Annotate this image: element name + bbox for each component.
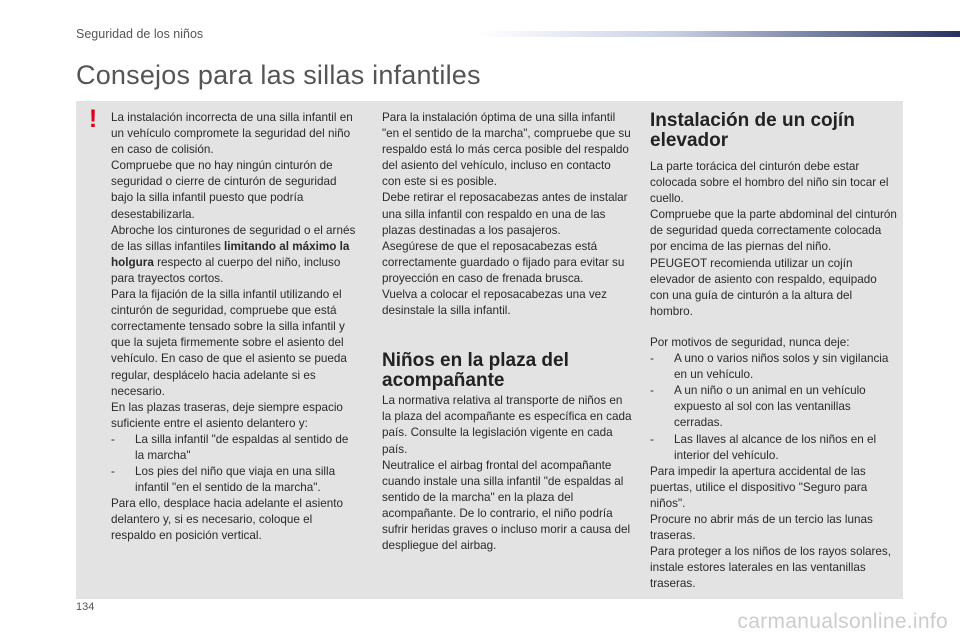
list-item: - Las llaves al alcance de los niños en el interior del vehículo. (650, 432, 877, 462)
paragraph: Para proteger a los niños de los rayos solares, instale estores laterales en las ventanillas traseras. (650, 545, 892, 591)
paragraph: Por motivos de seguridad, nunca deje: (650, 335, 850, 349)
paragraph: Vuelva a colocar el reposacabezas una vez desinstale la silla infantil. (382, 288, 608, 318)
warning-icon: ! (88, 105, 98, 133)
paragraph: Compruebe que la parte abdominal del cinturón de seguridad queda correctamente colocada por encima de las piernas del niño. (650, 208, 897, 254)
page-number: 134 (76, 601, 95, 613)
paragraph: Compruebe que no hay ningún cinturón de seguridad o cierre de cinturón de seguridad bajo la silla infantil puesto que podría desestabilizarla. (111, 159, 337, 221)
paragraph: PEUGEOT recomienda utilizar un cojín elevador de asiento con respaldo, equipado con una guía de cinturón a la altura del hombro. (650, 256, 877, 318)
list-item: - A uno o varios niños solos y sin vigilancia en un vehículo. (650, 352, 889, 382)
paragraph: La normativa relativa al transporte de niños en la plaza del acompañante es específica en cada país. Consulte la legislación vigente en cada país. (382, 394, 632, 456)
column-middle (382, 110, 632, 554)
column-left (111, 110, 359, 545)
paragraph: Para la fijación de la silla infantil utilizando el cinturón de seguridad, compruebe que está correctamente tensado sobre la silla infantil y que la sujeta firmemente sobre el asiento del vehículo. En caso de que el asiento se pueda regular, desplácelo hacia adelante si es necesario. (111, 288, 347, 398)
list-item: - La silla infantil "de espaldas al sentido de la marcha" (111, 432, 349, 462)
paragraph: En las plazas traseras, deje siempre espacio suficiente entre el asiento delantero y: (111, 400, 343, 430)
paragraph: Para la instalación óptima de una silla infantil "en el sentido de la marcha", compruebe que su respaldo está lo más cerca posible del respaldo del asiento del vehículo, incluso en contacto con este si es posible. (382, 111, 631, 189)
heading-passenger-seat: Niños en la plaza del acompañante (382, 350, 569, 392)
paragraph: Para impedir la apertura accidental de las puertas, utilice el dispositivo "Seguro para niños". (650, 464, 868, 510)
page-title: Consejos para las sillas infantiles (76, 60, 481, 90)
list-item: - Los pies del niño que viaja en una silla infantil "en el sentido de la marcha". (111, 465, 336, 495)
list-item: - A un niño o un animal en un vehículo expuesto al sol con las ventanillas cerradas. (650, 384, 866, 430)
header-gradient-bar (480, 31, 960, 37)
paragraph: Abroche los cinturones de seguridad o el arnés de las sillas infantiles limitando al máximo la holgura respecto al cuerpo del niño, incluso para trayectos cortos. (111, 223, 356, 285)
heading-booster-cushion: Instalación de un cojín elevador (650, 110, 855, 151)
paragraph: Para ello, desplace hacia adelante el asiento delantero y, si es necesario, coloque el respaldo en posición vertical. (111, 497, 343, 543)
paragraph: Neutralice el airbag frontal del acompañante cuando instale una silla infantil "de espaldas al sentido de la marcha" en la plaza del acompañante. De lo contrario, el niño podría sufrir heridas graves o incluso morir a causa del despliegue del airbag. (382, 458, 631, 553)
section-header: Seguridad de los niños (76, 27, 204, 41)
paragraph: Procure no abrir más de un tercio las lunas traseras. (650, 512, 873, 543)
paragraph: La instalación incorrecta de una silla infantil en un vehículo compromete la seguridad del niño en caso de colisión. (111, 111, 353, 157)
paragraph: Asegúrese de que el reposacabezas está correctamente guardado o fijado para evitar su proyección en caso de frenada brusca. (382, 239, 625, 285)
emphasis: limitando al máximo la holgura (111, 239, 350, 269)
watermark: carmanualsonline.info (737, 610, 948, 633)
column-right (650, 110, 898, 592)
paragraph: Debe retirar el reposacabezas antes de instalar una silla infantil con respaldo en una de las plazas destinadas a los pasajeros. (382, 191, 628, 237)
paragraph: La parte torácica del cinturón debe estar colocada sobre el hombro del niño sin tocar el cuello. (650, 160, 889, 206)
